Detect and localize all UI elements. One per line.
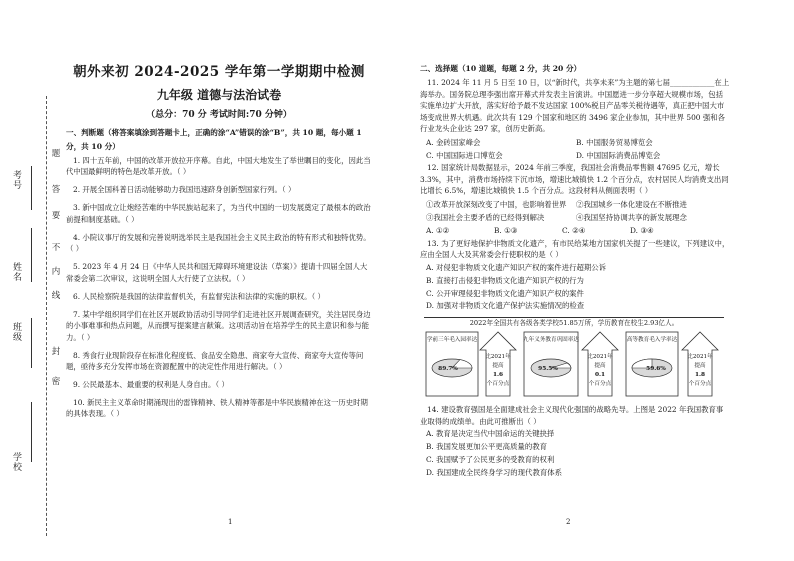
left-page — [66, 62, 372, 426]
option[interactable]: C. ②④ — [562, 226, 586, 236]
name-field[interactable] — [10, 262, 32, 282]
statement: ④我国坚持协调共享的新发展理念 — [576, 213, 687, 223]
education-infographic — [424, 317, 724, 399]
school-field[interactable] — [10, 452, 32, 472]
question-11: 11. 2024 年 11 月 5 日至 10 日，以“新时代，共享未来”为主题的第七届____________在上海举办。国务院总理李强出席开幕式并发表主旨演讲。中国愿进一步分享超大规模市场，包括实施单边扩大开放，落实好给予最不发达国家 100%税目产品零关税待遇等，真正把中国大市场变成世界大机遇。此次共有 129 个国家和地区的 3496 家企业参加，其中世界 500 强和各行业龙头企业达 297 家，创历史新高。 — [420, 78, 730, 134]
option[interactable]: A. 对侵犯非物质文化遗产知识产权的案件进行超期公诉 — [426, 262, 607, 272]
exam-title: 朝外来初 2024-2025 学年第一学期期中检测 — [73, 64, 365, 80]
option[interactable]: C. 公开审理侵犯非物质文化遗产知识产权的案件 — [426, 288, 584, 298]
question-14: 14. 建设教育强国是全面建成社会主义现代化强国的战略先导。上图是 2022 年我国教育事业取得的成绩单。由此可推断出（ ） — [420, 405, 724, 426]
question-11-options — [420, 136, 730, 163]
arrow-text: 提高 — [594, 363, 606, 370]
block-label: 高等教育毛入学率达 — [626, 337, 678, 344]
seal-char: 答 — [51, 185, 61, 195]
judgement-item: 5. 2023 年 4 月 24 日《中华人民共和国无障碍环境建设法（草案）》提请十四届全国人大常委会第二次审议，这说明全国人大行使了立法权。（ ） — [66, 262, 368, 283]
judgement-item: 2. 开展全国科普日活动能够助力我国迅速跻身创新型国家行列。（ ） — [73, 185, 296, 195]
page-number-left: 1 — [228, 518, 233, 526]
block-value: 89.7% — [438, 366, 458, 373]
arrow-text: 比2021年 — [687, 354, 713, 361]
class-label: 班级 — [11, 322, 21, 342]
arrow-text: 比2021年 — [587, 354, 613, 361]
name-blank — [31, 228, 32, 282]
question-12: 12. 国家统计局数据显示，2024 年前三季度，我国社会消费品零售额 47695 亿元，增长 3.3%，其中，消费市场持续下沉市场，增速比城镇快 1.2 个百分点，农村居民人均消费支出同比增长 6.5%，增速比城镇快 1.5 个百分点。这段材料从侧面表明（ ） — [420, 163, 729, 196]
judgement-item: 10. 新民主主义革命时期涌现出的雷锋精神、铁人精神等都是中华民族精神在这一历史时期的具体表现。（ ） — [66, 398, 368, 419]
arrow-text: 1.6 — [492, 372, 504, 379]
option[interactable]: B. 中国服务贸易博览会 — [576, 137, 653, 147]
class-blank — [31, 318, 32, 368]
infographic-headline: 2022年全国共有各级各类学校51.85万所，学历教育在校生2.93亿人。 — [469, 319, 679, 328]
option[interactable]: D. ③④ — [630, 226, 654, 236]
judgement-item: 8. 秀食行业现阶段存在标准化程度低、食品安全隐患、商家夸大宣传、商家夸大宣传等问题，亟待多充分发挥市场在资源配置中的决定性作用进行解决。（ ） — [66, 350, 364, 372]
option[interactable]: D. 中国国际消费品博览会 — [576, 150, 661, 160]
school-blank — [31, 402, 32, 462]
option[interactable]: D. 加强对非物质文化遗产保护法实施情况的检查 — [426, 301, 585, 311]
infographic-block-preschool — [426, 332, 478, 396]
option[interactable]: A. ①② — [426, 226, 450, 236]
option[interactable]: B. 我国发展更加公平更高质量的教育 — [426, 442, 547, 452]
exam-meta: （总分：70 分 考试时间:70 分钟） — [146, 109, 292, 120]
block-value: 59.6% — [646, 366, 666, 373]
block-value: 95.5% — [538, 366, 558, 373]
statement: ②我国城乡一体化建设在不断推进 — [576, 199, 687, 209]
arrow-text: 个百分点 — [486, 381, 510, 388]
seal-char: 内 — [51, 267, 61, 277]
right-page — [420, 62, 730, 480]
arrow-text: 提高 — [492, 363, 504, 370]
class-field[interactable] — [10, 322, 32, 342]
section-judgement-heading: 一、判断题（将答案填涂到答题卡上，正确的涂“A”错误的涂“B”，共 10 题，每小题 1 分，共 10 分） — [66, 128, 362, 151]
judgement-item: 3. 新中国成立让炮经苦难的中华民族站起来了，为当代中国的一切发展奠定了最根本的政治前提和制度基础。（ ） — [66, 203, 371, 224]
judgement-item: 9. 公民最基本、最重要的权利是人身自由。（ ） — [73, 380, 229, 390]
seal-char: 不 — [51, 243, 61, 253]
infographic-block-compulsory — [523, 332, 579, 396]
seal-char: 题 — [51, 149, 61, 159]
exam-number-field[interactable] — [10, 170, 32, 190]
binding-margin — [0, 0, 62, 561]
option[interactable]: C. 我国赋予了公民更多的受教育的权利 — [426, 455, 555, 465]
school-label: 学校 — [11, 452, 21, 472]
block-label: 九年义务教育巩固率达 — [523, 337, 579, 344]
arrow-text: 个百分点 — [688, 381, 712, 388]
option[interactable]: B. 直接打击侵犯非物质文化遗产知识产权的行为 — [426, 275, 584, 285]
judgement-item: 6. 人民检察院是我国的法律监督机关，有监督宪法和法律的实施的职权。（ ） — [73, 291, 325, 301]
block-label: 学前三年毛入园率达 — [426, 337, 478, 344]
question-14-options — [420, 428, 730, 480]
question-13: 13. 为了更好地保护非物质文化遗产，有市民给某地方国家机关提了一些建议，下列建议中，应由全国人大及其常委会行使职权的是（ ） — [420, 238, 730, 260]
exam-number-label: 考号 — [11, 170, 21, 190]
question-13-options — [420, 262, 730, 314]
seal-char: 封 — [51, 347, 61, 357]
seal-char: 要 — [51, 211, 61, 221]
option[interactable]: D. 我国建成全民终身学习的现代教育体系 — [426, 468, 563, 478]
judgement-item: 4. 小院议事厅的发展和完善说明选举民主是我国社会主义民主政治的特有形式和独特优势。（ ） — [66, 232, 371, 254]
infographic-arrow-2 — [582, 332, 618, 396]
binding-dashed-line — [46, 96, 47, 536]
arrow-text: 0.1 — [594, 372, 606, 379]
judgement-item: 7. 某中学组织同学们在社区开展政协活动引导同学们走进社区开展调查研究，关注居民身边的小事难事和热点问题，从而撰写提案建言献策。这项活动旨在培养学生的民主意识和参与能力。（ ） — [66, 309, 371, 342]
judgement-item: 1. 四十五年前，中国的改革开放拉开序幕。自此，中国大地发生了举世瞩目的变化，因此当代中国最鲜明的特色是改革开放。（ ） — [66, 156, 371, 177]
arrow-text: 个百分点 — [588, 381, 612, 388]
section-choice-heading: 二、选择题（10 道题，每题 2 分，共 20 分） — [420, 64, 582, 73]
option[interactable]: B. ①③ — [494, 226, 518, 236]
infographic-graphic — [424, 328, 724, 400]
infographic-arrow-3 — [682, 332, 718, 396]
arrow-text: 提高 — [694, 363, 706, 370]
seal-char: 密 — [51, 377, 61, 387]
option[interactable]: A. 教育是决定当代中国命运的关键抉择 — [426, 429, 555, 439]
exam-number-blank — [31, 166, 32, 210]
exam-subtitle: 九年级 道德与法治试卷 — [156, 87, 282, 102]
seal-char: 线 — [51, 291, 61, 301]
option[interactable]: A. 金砖国家峰会 — [426, 137, 481, 147]
option[interactable]: C. 中国国际进口博览会 — [426, 150, 503, 160]
question-12-statements — [420, 198, 730, 238]
infographic-block-higher-ed — [626, 332, 678, 396]
infographic-arrow-1 — [480, 332, 516, 396]
arrow-text: 1.8 — [694, 372, 706, 379]
arrow-text: 比2021年 — [485, 354, 511, 361]
name-label: 姓名 — [11, 262, 21, 282]
page-number-right: 2 — [566, 518, 571, 526]
statement: ①改革开放深刻改变了中国，也影响着世界 — [426, 199, 567, 209]
statement: ③我国社会主要矛盾的已经得到解决 — [426, 213, 545, 223]
